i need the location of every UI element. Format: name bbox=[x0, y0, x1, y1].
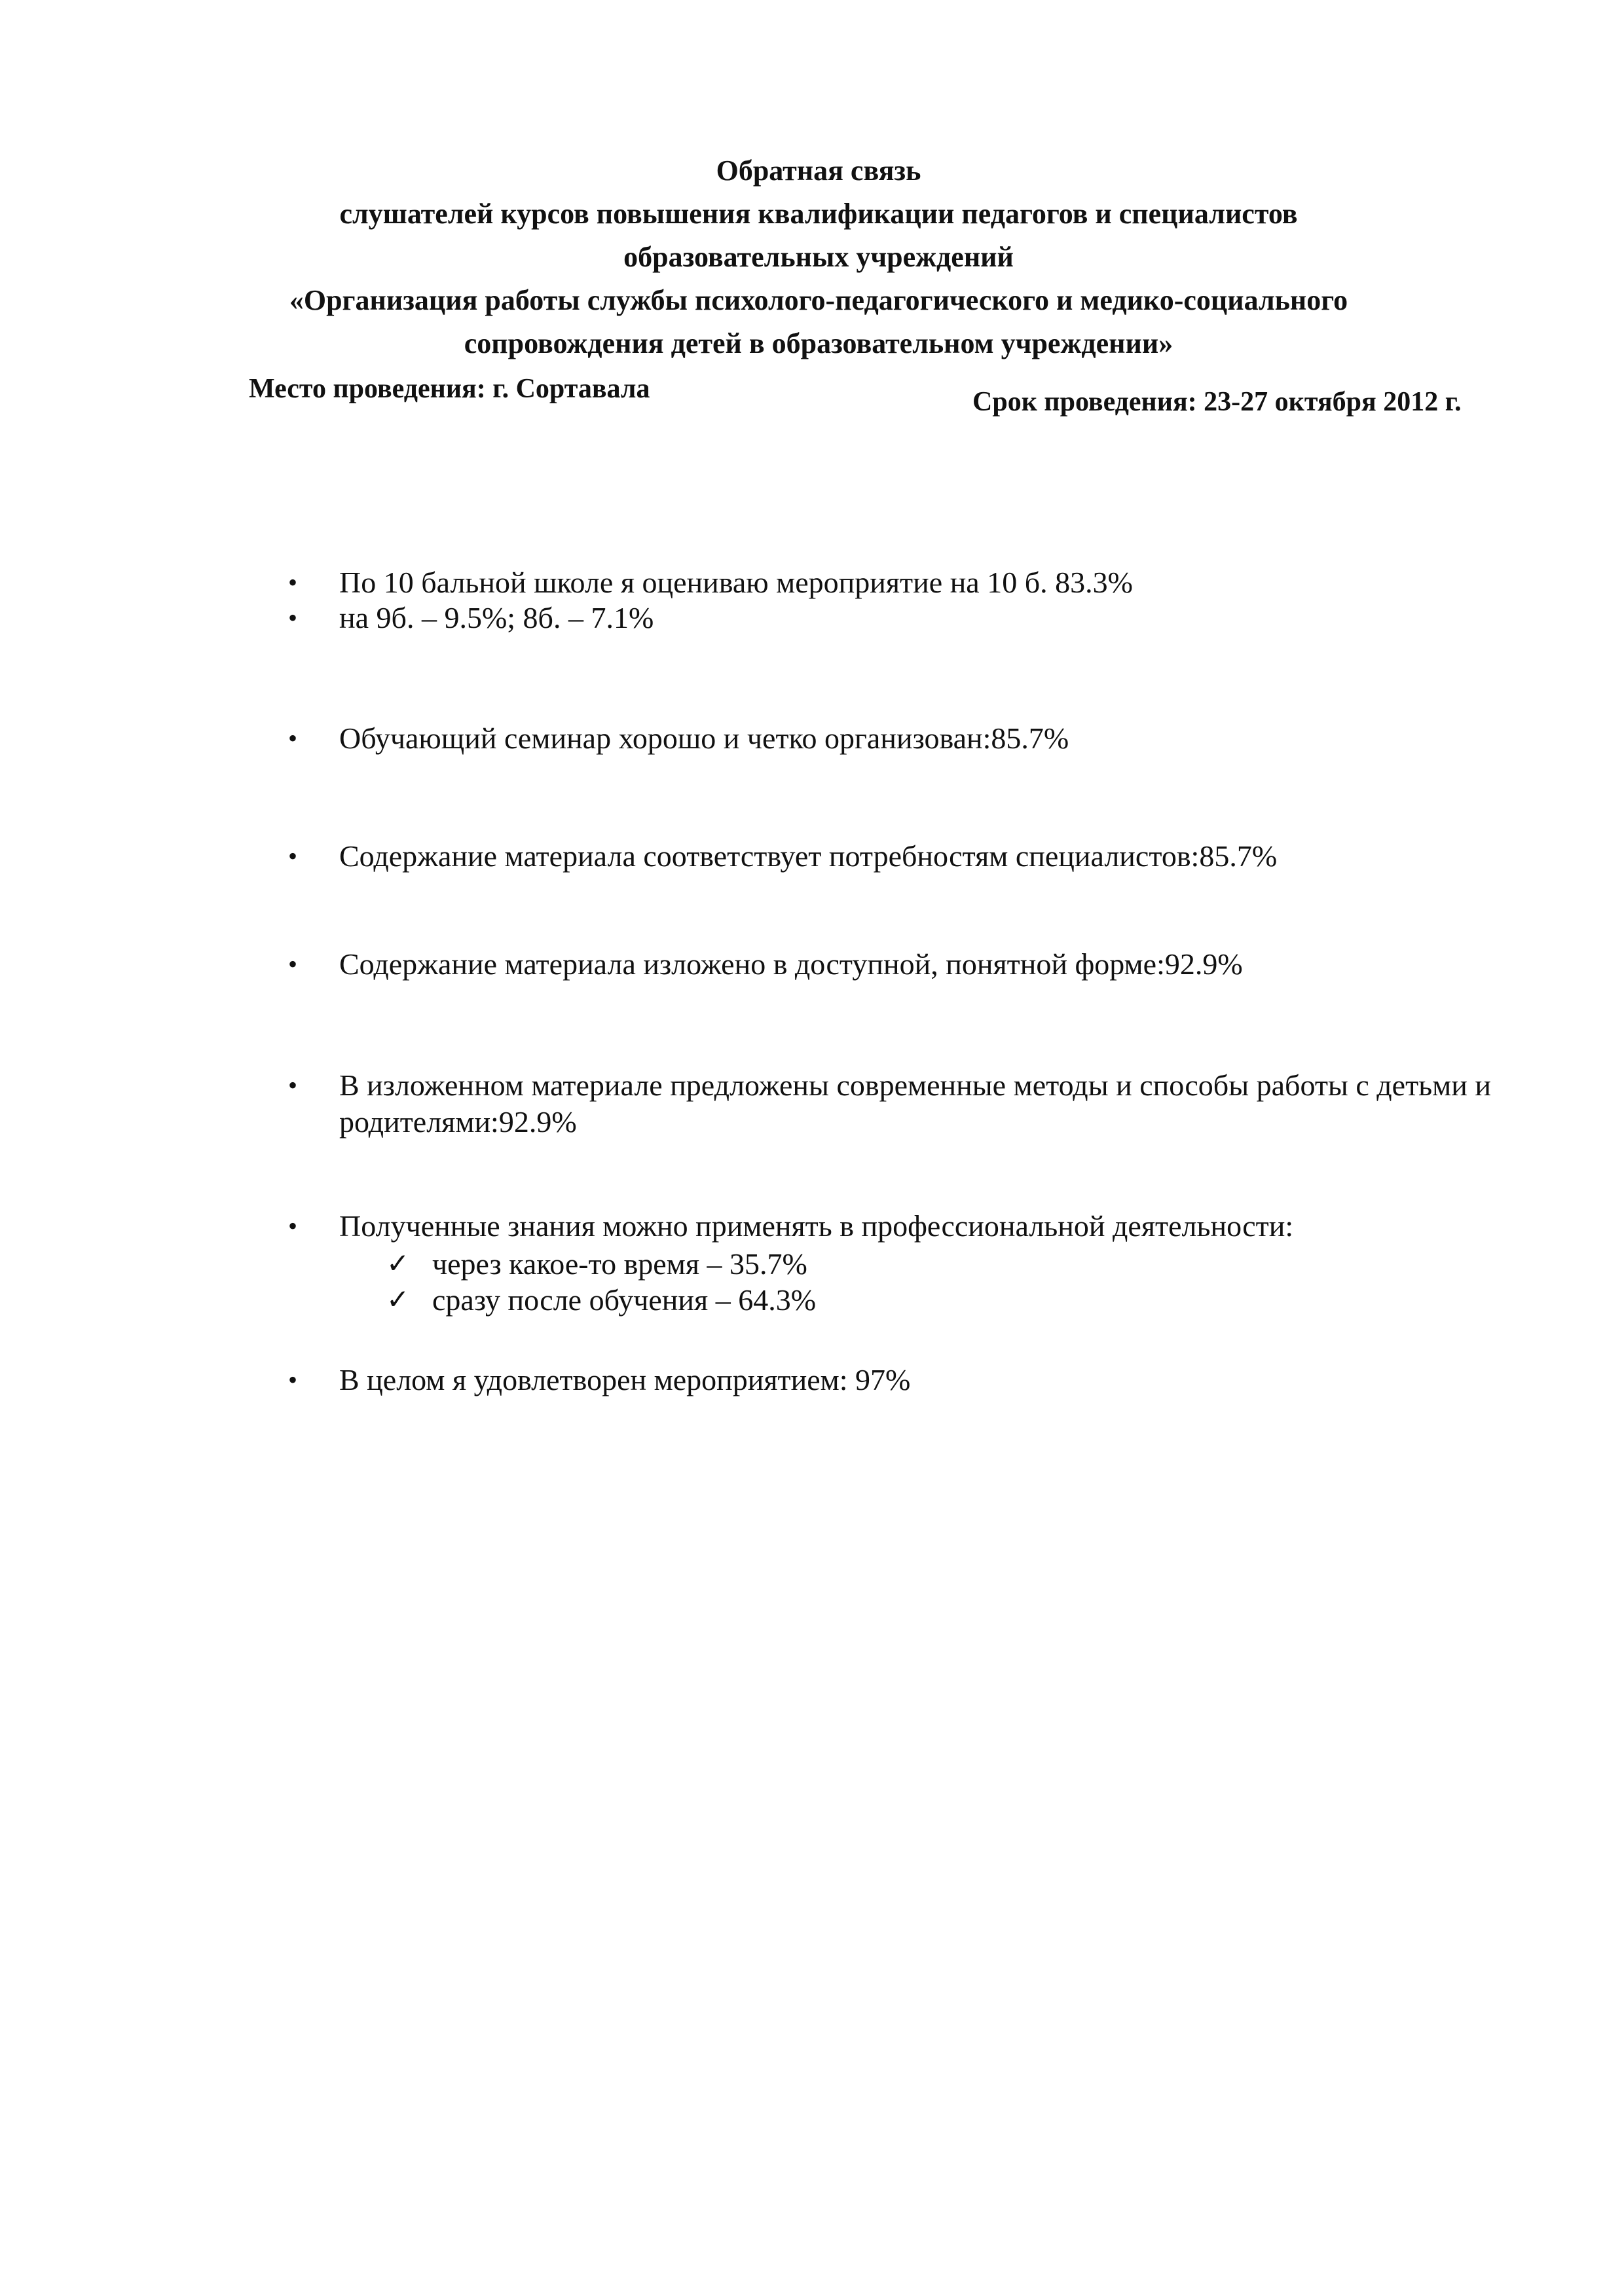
list-item-text: По 10 бальной школе я оцениваю мероприятие на 10 б. 83.3% bbox=[339, 566, 1133, 599]
bullet-icon: • bbox=[288, 568, 298, 597]
check-icon: ✓ bbox=[386, 1285, 410, 1315]
title-line: сопровождения детей в образовательном учреждении» bbox=[464, 327, 1173, 359]
sub-list-item-text: сразу после обучения – 64.3% bbox=[432, 1283, 817, 1317]
bullet-icon: • bbox=[288, 841, 298, 871]
bullet-icon: • bbox=[288, 723, 298, 753]
list-item-text: Полученные знания можно применять в профессиональной деятельности: bbox=[339, 1209, 1294, 1243]
bullet-icon: • bbox=[288, 603, 298, 632]
list-item-text: на 9б. – 9.5%; 8б. – 7.1% bbox=[339, 601, 654, 634]
check-icon: ✓ bbox=[386, 1249, 410, 1279]
title-line: «Организация работы службы психолого-педагогического и медико-социального bbox=[289, 284, 1348, 316]
event-dates: Срок проведения: 23-27 октября 2012 г. bbox=[972, 387, 1462, 417]
event-place: Место проведения: г. Сортавала bbox=[249, 374, 650, 404]
bullet-icon: • bbox=[288, 949, 298, 979]
bullet-icon: • bbox=[288, 1070, 298, 1100]
list-item-text: В целом я удовлетворен мероприятием: 97% bbox=[339, 1363, 911, 1396]
list-item-text: Содержание материала изложено в доступной, понятной форме:92.9% bbox=[339, 947, 1243, 981]
list-item-text: Содержание материала соответствует потребностям специалистов:85.7% bbox=[339, 839, 1278, 873]
document-title bbox=[196, 149, 1441, 365]
title-line: слушателей курсов повышения квалификации педагогов и специалистов bbox=[339, 198, 1298, 230]
title-line: образовательных учреждений bbox=[623, 241, 1014, 273]
bullet-icon: • bbox=[288, 1211, 298, 1241]
sub-list-item-text: через какое-то время – 35.7% bbox=[432, 1247, 807, 1281]
list-item-text: В изложенном материале предложены современные методы и способы работы с детьми и родителями:92.9% bbox=[339, 1068, 1492, 1139]
bullet-icon: • bbox=[288, 1365, 298, 1394]
title-line: Обратная связь bbox=[716, 155, 921, 187]
list-item-text: Обучающий семинар хорошо и четко организован:85.7% bbox=[339, 721, 1069, 755]
